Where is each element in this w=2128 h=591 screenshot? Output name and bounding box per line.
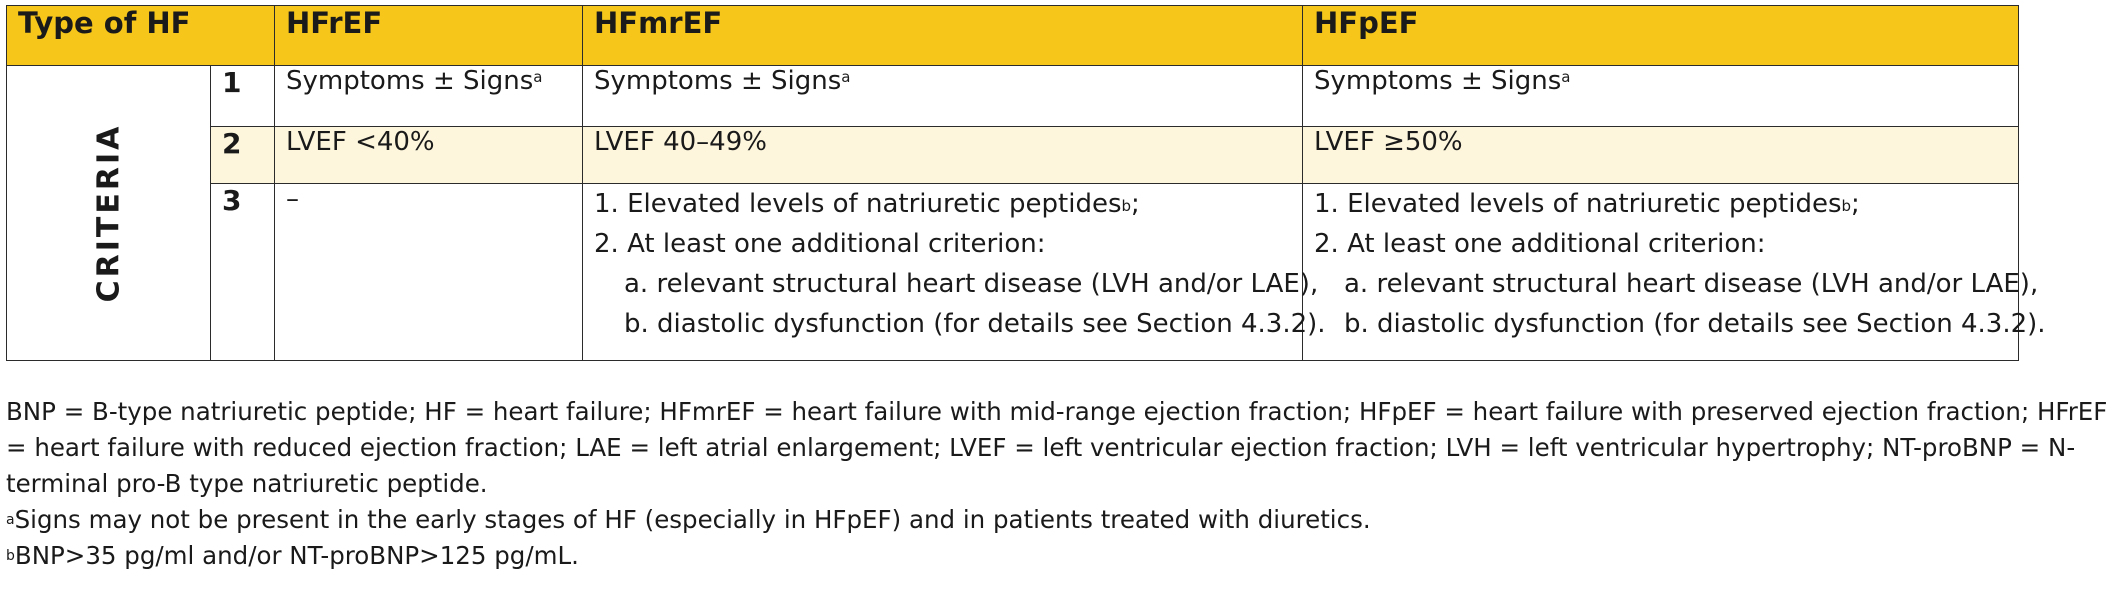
footnote-mark: b — [6, 548, 15, 564]
criteria-label: CRITERIA — [91, 123, 126, 303]
criterion-item-2b: b. diastolic dysfunction (for details see Section 4.3.2). — [624, 309, 1326, 339]
cell-text: Symptoms ± Signs — [286, 66, 534, 96]
criterion-item-2a: a. relevant structural heart disease (LVH and/or LAE), — [1344, 269, 2039, 299]
criterion-item-2a: a. relevant structural heart disease (LVH and/or LAE), — [624, 269, 1319, 299]
row-number: 3 — [211, 184, 275, 361]
cell-r2-hfmref: LVEF 40–49% — [583, 127, 1303, 184]
cell-r3-hfmref — [583, 184, 1326, 361]
cell-r2-hfref: LVEF <40% — [275, 127, 583, 184]
footnote-mark: a — [6, 512, 15, 528]
table-row — [7, 127, 2019, 184]
criterion-item-2: 2. At least one additional criterion: — [1314, 229, 1766, 259]
row-number: 1 — [211, 66, 275, 127]
footnote-mark: b — [1121, 197, 1132, 215]
criterion-item-1: 1. Elevated levels of natriuretic peptides$^b$; — [1314, 189, 1860, 219]
cell-text: Symptoms ± Signs — [1314, 66, 1562, 96]
footnote-mark: a — [1561, 68, 1571, 86]
cell-r1-hfpef — [1303, 66, 2019, 127]
cell-r3-hfpef — [1303, 184, 2046, 361]
footnote-mark: b — [1841, 197, 1852, 215]
criteria-label-cell — [7, 66, 211, 361]
footnote-b: $^b$BNP>35 pg/ml and/or NT-proBNP>125 pg/mL. — [6, 541, 579, 570]
criterion-item-2b: b. diastolic dysfunction (for details see Section 4.3.2). — [1344, 309, 2046, 339]
cell-r3-hfref: – — [275, 184, 583, 361]
criterion-item-1: 1. Elevated levels of natriuretic peptides$^b$; — [594, 189, 1140, 219]
row-number: 2 — [211, 127, 275, 184]
hf-classification-table — [6, 5, 2046, 361]
footnote-a: $^a$Signs may not be present in the early stages of HF (especially in HFpEF) and in patients treated with diuretics. — [6, 505, 1371, 534]
header-hfref: HFrEF — [275, 6, 583, 66]
footnote-mark: a — [533, 68, 543, 86]
table-notes — [6, 394, 2126, 574]
footnote-mark: a — [841, 68, 851, 86]
cell-r1-hfref — [275, 66, 583, 127]
abbreviations-note: BNP = B-type natriuretic peptide; HF = heart failure; HFmrEF = heart failure with mid-range ejection fraction; HFpEF = heart failure with preserved ejection fraction; HFrEF = heart failure with reduced ejection fraction; LAE = left atrial enlargement; LVEF = left ventricular ejection fraction; LVH = left ventricular hypertrophy; NT-proBNP = N-terminal pro-B type natriuretic peptide. — [6, 397, 2108, 498]
table-row — [7, 66, 2019, 127]
header-hfmref: HFmrEF — [583, 6, 1303, 66]
header-type-of-hf: Type of HF — [7, 6, 275, 66]
table-header-row — [7, 6, 2019, 66]
table-row — [7, 184, 2019, 361]
cell-r2-hfpef: LVEF ≥50% — [1303, 127, 2019, 184]
header-hfpef: HFpEF — [1303, 6, 2019, 66]
criterion-item-2: 2. At least one additional criterion: — [594, 229, 1046, 259]
cell-r1-hfmref — [583, 66, 1303, 127]
cell-text: Symptoms ± Signs — [594, 66, 842, 96]
